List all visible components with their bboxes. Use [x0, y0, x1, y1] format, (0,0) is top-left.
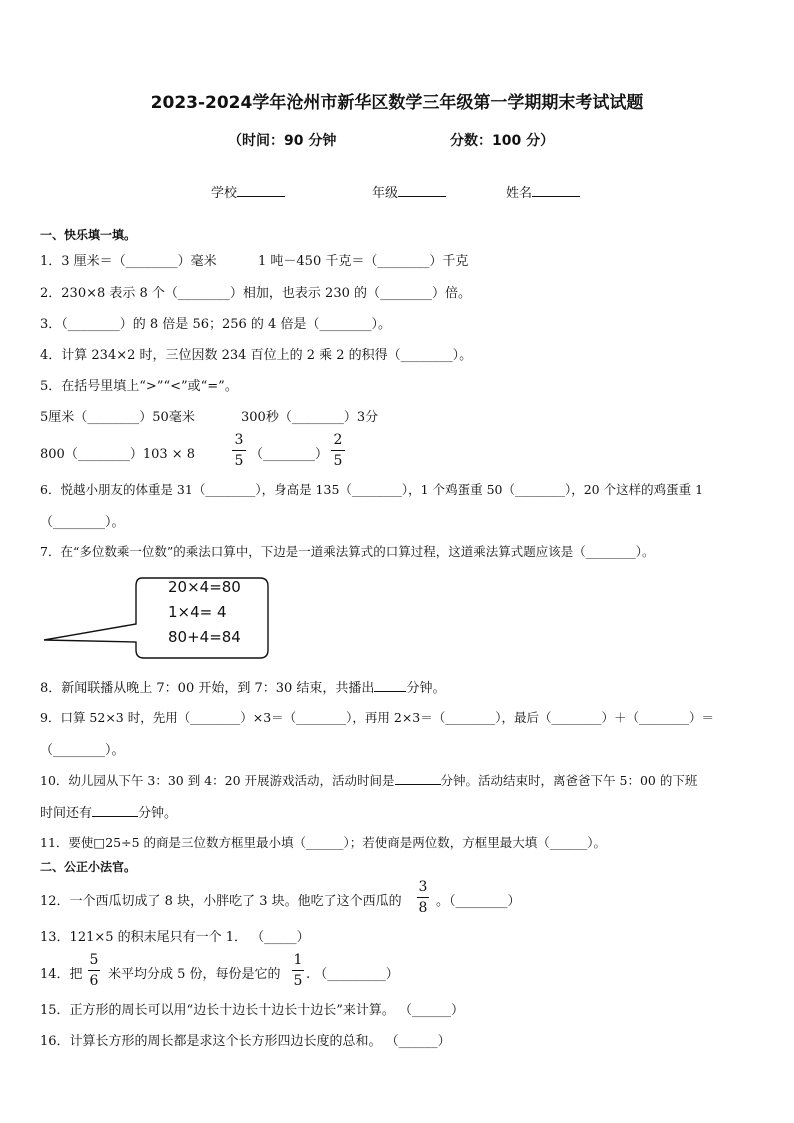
- calc-line-1: 20×4=80: [168, 578, 241, 596]
- question-12: 12．一个西瓜切成了 8 块，小胖吃了 3 块。他吃了这个西瓜的: [40, 894, 402, 909]
- school-blank: [237, 184, 285, 197]
- question-10-line1: [40, 771, 697, 789]
- exam-title: 2023-2024学年沧州市新华区数学三年级第一学期期末考试试题: [150, 93, 644, 113]
- question-1a: 1．3 厘米＝（________）毫米: [40, 254, 217, 269]
- fraction-3-8: [417, 879, 429, 916]
- grade-field: [372, 182, 446, 201]
- question-6-line1: 6．悦越小朋友的体重是 31（________），身高是 135（________），1 个鸡蛋重 50（________），20 个这样的鸡蛋重 1: [40, 482, 704, 497]
- question-10-text-a: 10．幼儿园从下午 3：30 到 4：20 开展游戏活动，活动时间是: [40, 773, 395, 788]
- fraction-5-6: [88, 952, 100, 989]
- question-3: 3．（________）的 8 倍是 56；256 的 4 倍是（________）。: [40, 317, 391, 332]
- question-1b: 1 吨－450 千克＝（________）千克: [258, 254, 469, 269]
- fraction-numerator: 5: [89, 952, 99, 968]
- question-13: 13．121×5 的积末尾只有一个 1． （_____）: [40, 930, 310, 945]
- fraction-1-5: [292, 952, 304, 989]
- calc-line-3: 80+4=84: [168, 628, 241, 646]
- question-14-c: . （_________）: [306, 967, 399, 982]
- question-5-row2a: 800（________）103 × 8: [40, 447, 196, 462]
- question-2: 2．230×8 表示 8 个（________）相加，也表示 230 的（________）倍。: [40, 286, 471, 301]
- exam-score: 分数：100 分）: [450, 133, 555, 149]
- question-5-row1a: 5厘米（________）50毫米: [40, 410, 195, 425]
- question-5: 5．在括号里填上“>”“<”或“=”。: [40, 379, 238, 394]
- section-2-title: 二、公正小法官。: [40, 860, 137, 874]
- section-1-title: 一、快乐填一填。: [40, 228, 137, 242]
- question-11: 11．要使□25÷5 的商是三位数方框里最小填（______）；若使商是两位数，方框里最大填（______）。: [40, 835, 607, 850]
- fraction-numerator: 3: [234, 432, 244, 448]
- question-15: 15．正方形的周长可以用“边长十边长十边长十边长”来计算。 （______）: [40, 1003, 464, 1018]
- question-8-unit: 分钟。: [406, 681, 446, 696]
- question-5-row1b: 300秒（________）3分: [241, 410, 379, 425]
- name-blank: [532, 184, 580, 197]
- question-12-blank: 。（________）: [436, 894, 521, 909]
- fraction-numerator: 3: [418, 879, 428, 895]
- fraction-denominator: 6: [89, 973, 99, 989]
- answer-blank: [374, 679, 406, 692]
- question-10-line2: [40, 802, 177, 821]
- question-14-a: 14．把: [40, 967, 83, 982]
- calc-line-2: 1×4= 4: [168, 603, 227, 621]
- question-6-line2: （________）。: [40, 515, 125, 530]
- question-10-text-b: 分钟。活动结束时，离爸爸下午 5：00 的下班: [440, 773, 698, 788]
- answer-blank: [395, 772, 441, 785]
- question-10-text-c: 时间还有: [40, 806, 93, 821]
- question-9-line2: （________）。: [40, 743, 125, 758]
- fraction-numerator: 1: [293, 952, 303, 968]
- fraction-denominator: 8: [418, 900, 428, 916]
- school-field: [211, 182, 285, 201]
- question-8: [40, 677, 445, 696]
- fraction-3-5: [232, 432, 246, 469]
- fraction-2-5: [331, 432, 345, 469]
- fraction-denominator: 5: [234, 453, 244, 469]
- question-4: 4．计算 234×2 时，三位因数 234 百位上的 2 乘 2 的积得（________）。: [40, 348, 473, 363]
- answer-blank: [92, 804, 138, 817]
- question-14-b: 米平均分成 5 份，每份是它的: [108, 967, 281, 982]
- school-label: 学校: [211, 186, 238, 201]
- fraction-denominator: 5: [333, 453, 343, 469]
- name-field: [506, 182, 580, 201]
- grade-label: 年级: [372, 186, 399, 201]
- name-label: 姓名: [506, 186, 533, 201]
- question-8-text: 8．新闻联播从晚上 7：00 开始，到 7：30 结束，共播出: [40, 681, 375, 696]
- question-9-line1: 9．口算 52×3 时，先用（________）×3＝（________），再用 2×3＝（________），最后（________）＋（________）＝: [40, 710, 715, 725]
- speech-bubble: [40, 570, 280, 666]
- question-16: 16．计算长方形的周长都是求这个长方形四边长度的总和。 （______）: [40, 1034, 451, 1049]
- grade-blank: [398, 184, 446, 197]
- fraction-numerator: 2: [333, 432, 343, 448]
- exam-time: （时间：90 分钟: [228, 133, 337, 149]
- question-7: 7．在“多位数乘一位数”的乘法口算中，下边是一道乘法算式的口算过程，这道乘法算式题应该是（________）。: [40, 544, 655, 559]
- question-10-text-d: 分钟。: [138, 806, 178, 821]
- fraction-denominator: 5: [293, 973, 303, 989]
- question-5-row2-blank: （________）: [250, 447, 329, 462]
